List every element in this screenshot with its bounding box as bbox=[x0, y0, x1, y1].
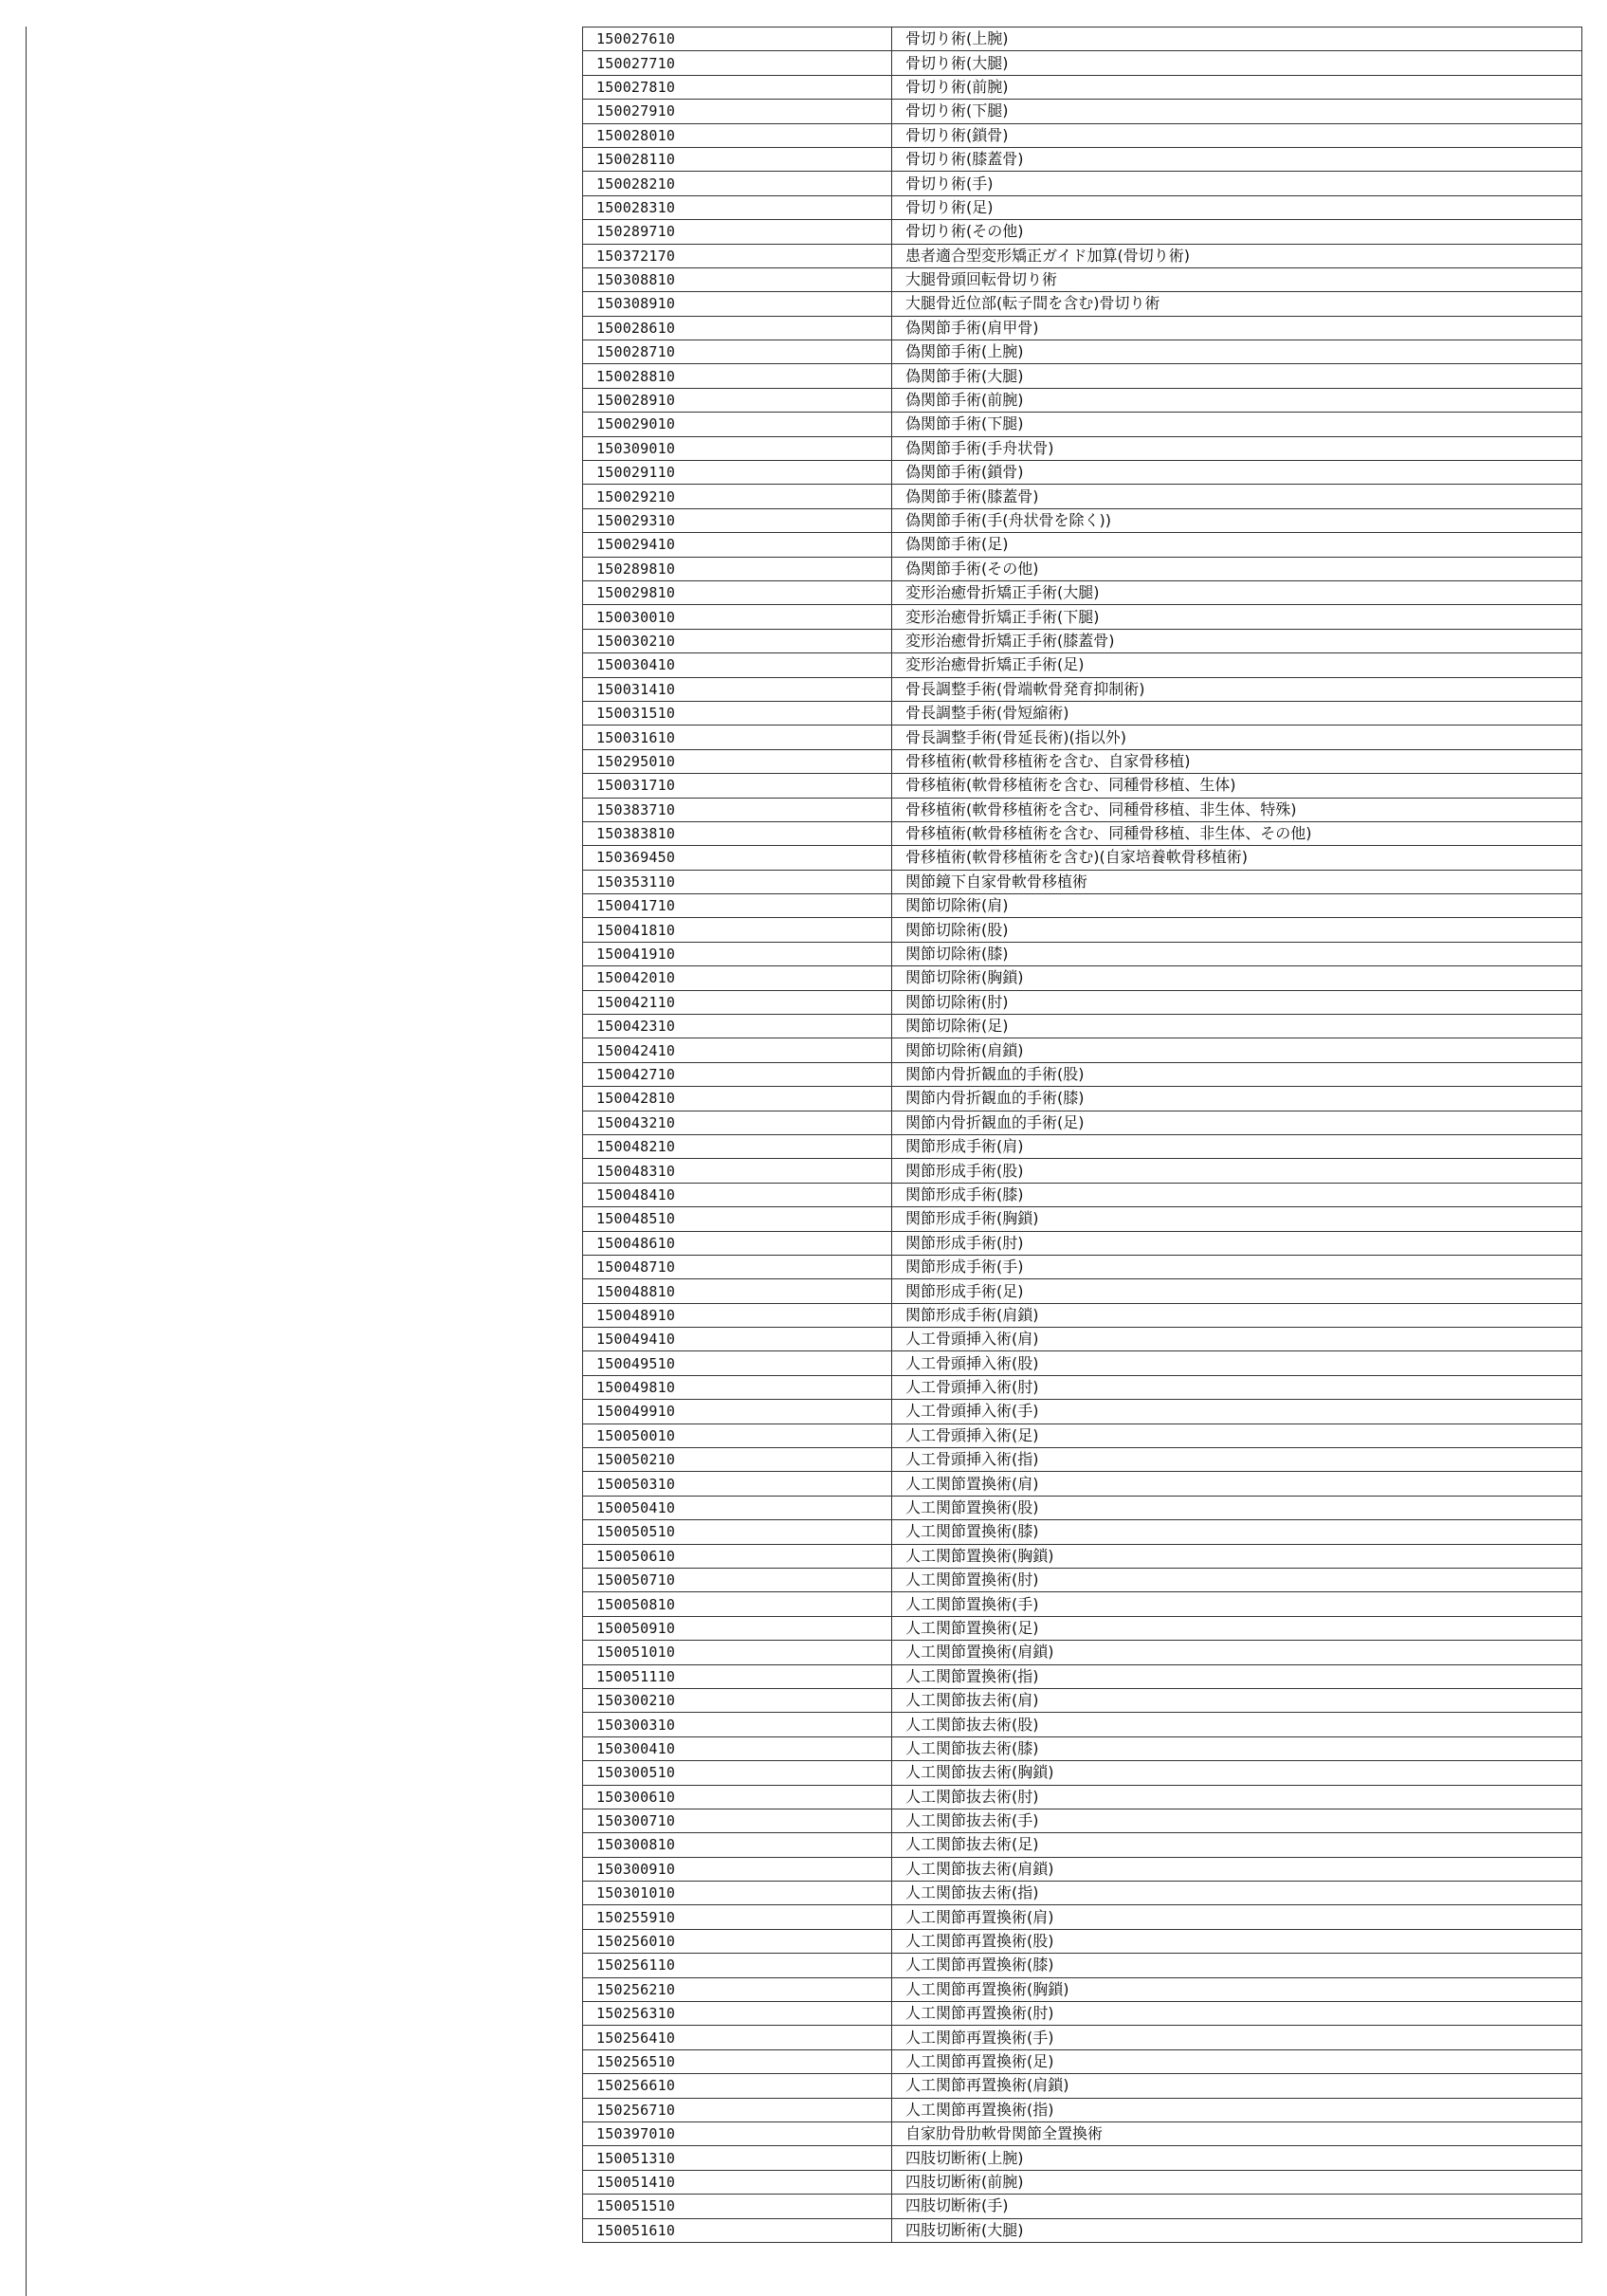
table-row bbox=[583, 749, 1582, 773]
procedure-name-cell: 人工関節再置換術(手) bbox=[892, 2026, 1582, 2049]
procedure-code-cell: 150049810 bbox=[583, 1375, 892, 1399]
procedure-code-cell: 150048210 bbox=[583, 1134, 892, 1158]
procedure-name-cell: 偽関節手術(手(舟状骨を除く)) bbox=[892, 508, 1582, 532]
table-row bbox=[583, 605, 1582, 629]
procedure-name-cell: 関節内骨折観血的手術(膝) bbox=[892, 1087, 1582, 1111]
procedure-name-cell: 人工関節抜去術(股) bbox=[892, 1713, 1582, 1736]
procedure-code-cell: 150369450 bbox=[583, 846, 892, 870]
procedure-code-cell: 150028010 bbox=[583, 123, 892, 147]
procedure-code-cell: 150030410 bbox=[583, 653, 892, 677]
table-row bbox=[583, 2218, 1582, 2242]
table-row bbox=[583, 388, 1582, 412]
table-row bbox=[583, 677, 1582, 701]
procedure-code-cell: 150043210 bbox=[583, 1111, 892, 1134]
procedure-name-cell: 四肢切断術(上腕) bbox=[892, 2146, 1582, 2170]
left-margin-rule bbox=[26, 27, 27, 2296]
procedure-name-cell: 骨切り術(前腕) bbox=[892, 75, 1582, 99]
procedure-code-cell: 150050210 bbox=[583, 1448, 892, 1472]
procedure-name-cell: 骨移植術(軟骨移植術を含む、同種骨移植、生体) bbox=[892, 774, 1582, 798]
table-row bbox=[583, 1882, 1582, 1905]
procedure-code-cell: 150300910 bbox=[583, 1857, 892, 1881]
procedure-code-cell: 150308810 bbox=[583, 267, 892, 291]
procedure-code-cell: 150028210 bbox=[583, 172, 892, 195]
table-row bbox=[583, 1761, 1582, 1785]
table-row bbox=[583, 1303, 1582, 1327]
table-row bbox=[583, 580, 1582, 604]
procedure-name-cell: 人工関節再置換術(肩) bbox=[892, 1905, 1582, 1929]
procedure-code-cell: 150050910 bbox=[583, 1616, 892, 1640]
table-row bbox=[583, 292, 1582, 316]
procedure-name-cell: 人工関節再置換術(股) bbox=[892, 1929, 1582, 1953]
procedure-code-cell: 150042710 bbox=[583, 1062, 892, 1086]
procedure-name-cell: 偽関節手術(肩甲骨) bbox=[892, 316, 1582, 340]
procedure-code-cell: 150049410 bbox=[583, 1328, 892, 1351]
procedure-code-cell: 150397010 bbox=[583, 2122, 892, 2145]
table-row bbox=[583, 1351, 1582, 1375]
procedure-name-cell: 関節鏡下自家骨軟骨移植術 bbox=[892, 870, 1582, 893]
table-row bbox=[583, 195, 1582, 219]
procedure-code-cell: 150027610 bbox=[583, 28, 892, 51]
procedure-name-cell: 骨切り術(上腕) bbox=[892, 28, 1582, 51]
procedure-name-cell: 骨長調整手術(骨端軟骨発育抑制術) bbox=[892, 677, 1582, 701]
procedure-code-cell: 150289710 bbox=[583, 220, 892, 244]
table-row bbox=[583, 1857, 1582, 1881]
procedure-name-cell: 人工関節置換術(肘) bbox=[892, 1569, 1582, 1592]
table-row bbox=[583, 798, 1582, 821]
table-row bbox=[583, 28, 1582, 51]
procedure-name-cell: 人工関節抜去術(足) bbox=[892, 1833, 1582, 1857]
procedure-name-cell: 関節切除術(肘) bbox=[892, 990, 1582, 1014]
procedure-name-cell: 骨切り術(その他) bbox=[892, 220, 1582, 244]
procedure-name-cell: 骨移植術(軟骨移植術を含む、同種骨移植、非生体、その他) bbox=[892, 821, 1582, 845]
table-row bbox=[583, 485, 1582, 508]
procedure-name-cell: 人工関節置換術(手) bbox=[892, 1592, 1582, 1616]
table-row bbox=[583, 1087, 1582, 1111]
table-row bbox=[583, 123, 1582, 147]
table-row bbox=[583, 966, 1582, 990]
procedure-code-cell: 150048910 bbox=[583, 1303, 892, 1327]
procedure-name-cell: 関節内骨折観血的手術(足) bbox=[892, 1111, 1582, 1134]
table-row bbox=[583, 172, 1582, 195]
procedure-name-cell: 人工関節抜去術(肘) bbox=[892, 1785, 1582, 1809]
procedure-name-cell: 四肢切断術(手) bbox=[892, 2195, 1582, 2218]
procedure-code-cell: 150256510 bbox=[583, 2049, 892, 2073]
procedure-name-cell: 骨移植術(軟骨移植術を含む、同種骨移植、非生体、特殊) bbox=[892, 798, 1582, 821]
procedure-code-cell: 150300510 bbox=[583, 1761, 892, 1785]
procedure-code-cell: 150301010 bbox=[583, 1882, 892, 1905]
procedure-code-cell: 150027710 bbox=[583, 51, 892, 75]
procedure-code-cell: 150041910 bbox=[583, 942, 892, 965]
procedure-code-cell: 150300810 bbox=[583, 1833, 892, 1857]
table-row bbox=[583, 340, 1582, 364]
table-row bbox=[583, 436, 1582, 460]
table-row bbox=[583, 894, 1582, 918]
procedure-name-cell: 人工骨頭挿入術(指) bbox=[892, 1448, 1582, 1472]
table-row bbox=[583, 1736, 1582, 1760]
procedure-code-cell: 150300410 bbox=[583, 1736, 892, 1760]
procedure-code-cell: 150049910 bbox=[583, 1400, 892, 1424]
procedure-code-cell: 150051110 bbox=[583, 1664, 892, 1688]
procedure-code-cell: 150051310 bbox=[583, 2146, 892, 2170]
procedure-code-cell: 150300310 bbox=[583, 1713, 892, 1736]
procedure-name-cell: 自家肋骨肋軟骨関節全置換術 bbox=[892, 2122, 1582, 2145]
procedure-code-table-wrapper bbox=[582, 27, 1581, 2243]
procedure-name-cell: 骨切り術(大腿) bbox=[892, 51, 1582, 75]
table-row bbox=[583, 461, 1582, 485]
procedure-code-cell: 150028710 bbox=[583, 340, 892, 364]
table-row bbox=[583, 846, 1582, 870]
procedure-code-cell: 150308910 bbox=[583, 292, 892, 316]
procedure-name-cell: 人工関節再置換術(指) bbox=[892, 2098, 1582, 2122]
table-row bbox=[583, 364, 1582, 388]
procedure-code-cell: 150028610 bbox=[583, 316, 892, 340]
procedure-code-cell: 150041810 bbox=[583, 918, 892, 942]
procedure-name-cell: 四肢切断術(大腿) bbox=[892, 2218, 1582, 2242]
procedure-name-cell: 骨切り術(膝蓋骨) bbox=[892, 147, 1582, 171]
procedure-code-cell: 150051010 bbox=[583, 1641, 892, 1664]
procedure-name-cell: 偽関節手術(膝蓋骨) bbox=[892, 485, 1582, 508]
procedure-code-cell: 150029310 bbox=[583, 508, 892, 532]
procedure-name-cell: 人工関節置換術(膝) bbox=[892, 1520, 1582, 1544]
procedure-code-cell: 150028910 bbox=[583, 388, 892, 412]
procedure-code-cell: 150051410 bbox=[583, 2170, 892, 2194]
table-row bbox=[583, 1183, 1582, 1206]
table-row bbox=[583, 1544, 1582, 1568]
table-row bbox=[583, 533, 1582, 557]
procedure-code-cell: 150048310 bbox=[583, 1159, 892, 1183]
procedure-name-cell: 偽関節手術(足) bbox=[892, 533, 1582, 557]
procedure-name-cell: 変形治癒骨折矯正手術(膝蓋骨) bbox=[892, 629, 1582, 652]
procedure-name-cell: 患者適合型変形矯正ガイド加算(骨切り術) bbox=[892, 244, 1582, 267]
procedure-code-cell: 150256610 bbox=[583, 2074, 892, 2098]
table-row bbox=[583, 2195, 1582, 2218]
procedure-name-cell: 偽関節手術(鎖骨) bbox=[892, 461, 1582, 485]
table-row bbox=[583, 942, 1582, 965]
table-row bbox=[583, 1207, 1582, 1231]
procedure-code-cell: 150042010 bbox=[583, 966, 892, 990]
procedure-code-cell: 150256710 bbox=[583, 2098, 892, 2122]
procedure-name-cell: 人工骨頭挿入術(股) bbox=[892, 1351, 1582, 1375]
procedure-code-cell: 150050510 bbox=[583, 1520, 892, 1544]
table-row bbox=[583, 1062, 1582, 1086]
procedure-name-cell: 関節形成手術(足) bbox=[892, 1279, 1582, 1303]
table-row bbox=[583, 1785, 1582, 1809]
procedure-code-cell: 150256410 bbox=[583, 2026, 892, 2049]
procedure-code-cell: 150041710 bbox=[583, 894, 892, 918]
procedure-code-cell: 150049510 bbox=[583, 1351, 892, 1375]
procedure-name-cell: 関節切除術(股) bbox=[892, 918, 1582, 942]
procedure-code-cell: 150029810 bbox=[583, 580, 892, 604]
table-row bbox=[583, 701, 1582, 725]
table-row bbox=[583, 918, 1582, 942]
table-row bbox=[583, 316, 1582, 340]
procedure-name-cell: 骨切り術(手) bbox=[892, 172, 1582, 195]
table-row bbox=[583, 990, 1582, 1014]
table-row bbox=[583, 1015, 1582, 1038]
table-row bbox=[583, 1400, 1582, 1424]
procedure-code-cell: 150027810 bbox=[583, 75, 892, 99]
table-row bbox=[583, 2122, 1582, 2145]
procedure-name-cell: 関節形成手術(胸鎖) bbox=[892, 1207, 1582, 1231]
procedure-name-cell: 大腿骨頭回転骨切り術 bbox=[892, 267, 1582, 291]
procedure-name-cell: 骨移植術(軟骨移植術を含む)(自家培養軟骨移植術) bbox=[892, 846, 1582, 870]
procedure-code-cell: 150028110 bbox=[583, 147, 892, 171]
procedure-name-cell: 偽関節手術(前腕) bbox=[892, 388, 1582, 412]
procedure-code-cell: 150289810 bbox=[583, 557, 892, 580]
table-row bbox=[583, 726, 1582, 749]
table-row bbox=[583, 2049, 1582, 2073]
table-row bbox=[583, 244, 1582, 267]
procedure-name-cell: 人工骨頭挿入術(肘) bbox=[892, 1375, 1582, 1399]
procedure-name-cell: 人工関節置換術(指) bbox=[892, 1664, 1582, 1688]
table-row bbox=[583, 1134, 1582, 1158]
procedure-code-cell: 150030210 bbox=[583, 629, 892, 652]
table-row bbox=[583, 100, 1582, 123]
procedure-code-cell: 150029210 bbox=[583, 485, 892, 508]
procedure-code-cell: 150048810 bbox=[583, 1279, 892, 1303]
procedure-name-cell: 人工関節抜去術(胸鎖) bbox=[892, 1761, 1582, 1785]
procedure-code-cell: 150353110 bbox=[583, 870, 892, 893]
table-row bbox=[583, 653, 1582, 677]
table-row bbox=[583, 147, 1582, 171]
table-row bbox=[583, 1496, 1582, 1519]
procedure-code-cell: 150029410 bbox=[583, 533, 892, 557]
procedure-code-cell: 150042810 bbox=[583, 1087, 892, 1111]
procedure-code-cell: 150256110 bbox=[583, 1954, 892, 1977]
procedure-code-table-body bbox=[583, 28, 1582, 2243]
procedure-name-cell: 人工関節置換術(肩鎖) bbox=[892, 1641, 1582, 1664]
table-row bbox=[583, 2074, 1582, 2098]
procedure-code-cell: 150042310 bbox=[583, 1015, 892, 1038]
procedure-name-cell: 関節形成手術(膝) bbox=[892, 1183, 1582, 1206]
procedure-name-cell: 人工関節再置換術(膝) bbox=[892, 1954, 1582, 1977]
procedure-name-cell: 関節切除術(足) bbox=[892, 1015, 1582, 1038]
table-row bbox=[583, 2170, 1582, 2194]
table-row bbox=[583, 870, 1582, 893]
procedure-name-cell: 人工関節置換術(胸鎖) bbox=[892, 1544, 1582, 1568]
procedure-name-cell: 骨長調整手術(骨短縮術) bbox=[892, 701, 1582, 725]
procedure-name-cell: 人工骨頭挿入術(足) bbox=[892, 1424, 1582, 1447]
procedure-name-cell: 人工関節抜去術(肩鎖) bbox=[892, 1857, 1582, 1881]
procedure-name-cell: 人工関節再置換術(肘) bbox=[892, 2002, 1582, 2026]
table-row bbox=[583, 413, 1582, 436]
table-row bbox=[583, 1472, 1582, 1496]
procedure-name-cell: 変形治癒骨折矯正手術(大腿) bbox=[892, 580, 1582, 604]
procedure-code-cell: 150027910 bbox=[583, 100, 892, 123]
procedure-name-cell: 骨切り術(下腿) bbox=[892, 100, 1582, 123]
procedure-code-cell: 150050810 bbox=[583, 1592, 892, 1616]
procedure-code-cell: 150051610 bbox=[583, 2218, 892, 2242]
procedure-name-cell: 人工関節再置換術(肩鎖) bbox=[892, 2074, 1582, 2098]
table-row bbox=[583, 51, 1582, 75]
table-row bbox=[583, 1159, 1582, 1183]
procedure-code-cell: 150383710 bbox=[583, 798, 892, 821]
table-row bbox=[583, 1688, 1582, 1712]
procedure-name-cell: 人工骨頭挿入術(肩) bbox=[892, 1328, 1582, 1351]
procedure-name-cell: 変形治癒骨折矯正手術(足) bbox=[892, 653, 1582, 677]
procedure-name-cell: 関節切除術(肩) bbox=[892, 894, 1582, 918]
table-row bbox=[583, 2146, 1582, 2170]
procedure-code-cell: 150300710 bbox=[583, 1809, 892, 1832]
procedure-code-cell: 150050610 bbox=[583, 1544, 892, 1568]
procedure-code-cell: 150050310 bbox=[583, 1472, 892, 1496]
procedure-code-cell: 150030010 bbox=[583, 605, 892, 629]
procedure-code-cell: 150309010 bbox=[583, 436, 892, 460]
procedure-code-cell: 150300210 bbox=[583, 1688, 892, 1712]
procedure-name-cell: 関節形成手術(股) bbox=[892, 1159, 1582, 1183]
procedure-code-cell: 150042110 bbox=[583, 990, 892, 1014]
table-row bbox=[583, 2098, 1582, 2122]
procedure-name-cell: 人工関節置換術(股) bbox=[892, 1496, 1582, 1519]
procedure-name-cell: 変形治癒骨折矯正手術(下腿) bbox=[892, 605, 1582, 629]
procedure-name-cell: 骨切り術(足) bbox=[892, 195, 1582, 219]
table-row bbox=[583, 1424, 1582, 1447]
table-row bbox=[583, 1809, 1582, 1832]
table-row bbox=[583, 821, 1582, 845]
procedure-name-cell: 人工関節抜去術(膝) bbox=[892, 1736, 1582, 1760]
procedure-code-cell: 150028810 bbox=[583, 364, 892, 388]
table-row bbox=[583, 1520, 1582, 1544]
procedure-name-cell: 偽関節手術(手舟状骨) bbox=[892, 436, 1582, 460]
table-row bbox=[583, 1713, 1582, 1736]
table-row bbox=[583, 1954, 1582, 1977]
table-row bbox=[583, 1448, 1582, 1472]
procedure-name-cell: 偽関節手術(下腿) bbox=[892, 413, 1582, 436]
table-row bbox=[583, 1833, 1582, 1857]
procedure-code-cell: 150051510 bbox=[583, 2195, 892, 2218]
procedure-name-cell: 偽関節手術(上腕) bbox=[892, 340, 1582, 364]
table-row bbox=[583, 1231, 1582, 1255]
table-row bbox=[583, 629, 1582, 652]
procedure-name-cell: 人工関節置換術(肩) bbox=[892, 1472, 1582, 1496]
table-row bbox=[583, 1616, 1582, 1640]
procedure-name-cell: 人工関節抜去術(指) bbox=[892, 1882, 1582, 1905]
procedure-code-cell: 150050410 bbox=[583, 1496, 892, 1519]
procedure-code-cell: 150372170 bbox=[583, 244, 892, 267]
table-row bbox=[583, 1641, 1582, 1664]
table-row bbox=[583, 1905, 1582, 1929]
procedure-code-cell: 150050010 bbox=[583, 1424, 892, 1447]
procedure-name-cell: 偽関節手術(大腿) bbox=[892, 364, 1582, 388]
procedure-name-cell: 骨切り術(鎖骨) bbox=[892, 123, 1582, 147]
procedure-code-cell: 150031710 bbox=[583, 774, 892, 798]
procedure-name-cell: 関節形成手術(肩鎖) bbox=[892, 1303, 1582, 1327]
procedure-name-cell: 関節形成手術(肘) bbox=[892, 1231, 1582, 1255]
procedure-name-cell: 人工関節抜去術(手) bbox=[892, 1809, 1582, 1832]
table-row bbox=[583, 267, 1582, 291]
procedure-code-cell: 150300610 bbox=[583, 1785, 892, 1809]
procedure-code-cell: 150295010 bbox=[583, 749, 892, 773]
procedure-name-cell: 大腿骨近位部(転子間を含む)骨切り術 bbox=[892, 292, 1582, 316]
table-row bbox=[583, 1664, 1582, 1688]
procedure-name-cell: 偽関節手術(その他) bbox=[892, 557, 1582, 580]
procedure-name-cell: 骨移植術(軟骨移植術を含む、自家骨移植) bbox=[892, 749, 1582, 773]
procedure-code-cell: 150031410 bbox=[583, 677, 892, 701]
procedure-code-cell: 150048510 bbox=[583, 1207, 892, 1231]
procedure-code-cell: 150031510 bbox=[583, 701, 892, 725]
procedure-code-cell: 150048710 bbox=[583, 1255, 892, 1278]
table-row bbox=[583, 1328, 1582, 1351]
table-row bbox=[583, 1375, 1582, 1399]
procedure-name-cell: 人工関節置換術(足) bbox=[892, 1616, 1582, 1640]
procedure-code-cell: 150050710 bbox=[583, 1569, 892, 1592]
table-row bbox=[583, 557, 1582, 580]
procedure-name-cell: 人工関節再置換術(胸鎖) bbox=[892, 1977, 1582, 2001]
procedure-code-cell: 150031610 bbox=[583, 726, 892, 749]
table-row bbox=[583, 1255, 1582, 1278]
procedure-code-cell: 150383810 bbox=[583, 821, 892, 845]
procedure-code-cell: 150029010 bbox=[583, 413, 892, 436]
table-row bbox=[583, 220, 1582, 244]
procedure-name-cell: 関節切除術(肩鎖) bbox=[892, 1038, 1582, 1062]
table-row bbox=[583, 774, 1582, 798]
procedure-name-cell: 四肢切断術(前腕) bbox=[892, 2170, 1582, 2194]
procedure-code-cell: 150256310 bbox=[583, 2002, 892, 2026]
procedure-name-cell: 関節切除術(膝) bbox=[892, 942, 1582, 965]
procedure-name-cell: 人工骨頭挿入術(手) bbox=[892, 1400, 1582, 1424]
table-row bbox=[583, 1977, 1582, 2001]
procedure-name-cell: 関節形成手術(手) bbox=[892, 1255, 1582, 1278]
table-row bbox=[583, 1038, 1582, 1062]
table-row bbox=[583, 2002, 1582, 2026]
procedure-code-cell: 150042410 bbox=[583, 1038, 892, 1062]
procedure-code-cell: 150029110 bbox=[583, 461, 892, 485]
procedure-code-table bbox=[582, 27, 1582, 2243]
procedure-name-cell: 関節切除術(胸鎖) bbox=[892, 966, 1582, 990]
procedure-code-cell: 150256210 bbox=[583, 1977, 892, 2001]
procedure-name-cell: 骨長調整手術(骨延長術)(指以外) bbox=[892, 726, 1582, 749]
table-row bbox=[583, 508, 1582, 532]
procedure-code-cell: 150048410 bbox=[583, 1183, 892, 1206]
procedure-name-cell: 関節形成手術(肩) bbox=[892, 1134, 1582, 1158]
table-row bbox=[583, 75, 1582, 99]
procedure-name-cell: 人工関節抜去術(肩) bbox=[892, 1688, 1582, 1712]
table-row bbox=[583, 1929, 1582, 1953]
procedure-code-cell: 150256010 bbox=[583, 1929, 892, 1953]
table-row bbox=[583, 2026, 1582, 2049]
procedure-code-cell: 150028310 bbox=[583, 195, 892, 219]
procedure-name-cell: 人工関節再置換術(足) bbox=[892, 2049, 1582, 2073]
table-row bbox=[583, 1592, 1582, 1616]
table-row bbox=[583, 1111, 1582, 1134]
procedure-name-cell: 関節内骨折観血的手術(股) bbox=[892, 1062, 1582, 1086]
table-row bbox=[583, 1279, 1582, 1303]
procedure-code-cell: 150048610 bbox=[583, 1231, 892, 1255]
procedure-code-cell: 150255910 bbox=[583, 1905, 892, 1929]
table-row bbox=[583, 1569, 1582, 1592]
